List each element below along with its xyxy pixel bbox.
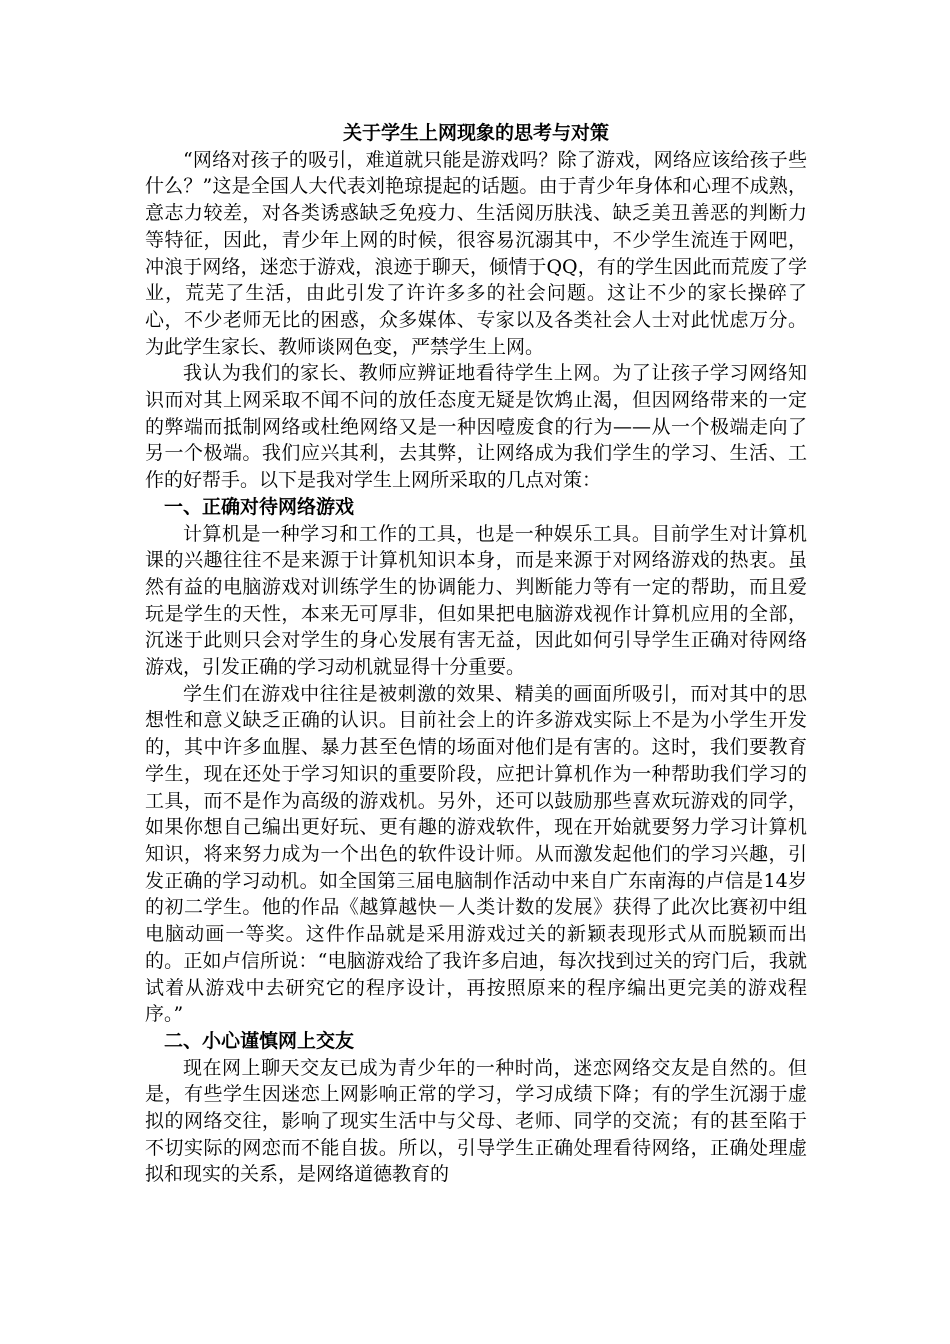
section-1-paragraph-1: 计算机是一种学习和工作的工具，也是一种娱乐工具。目前学生对计算机课的兴趣往往不是来源于计算机知识本身，而是来源于对网络游戏的热衷。虽然有益的电脑游戏对训练学生的协调能力、判断能力等有一定的帮助，而且爱玩是学生的天性，本来无可厚非，但如果把电脑游戏视作计算机应用的全部，沉迷于此则只会对学生的身心发展有害无益，因此如何引导学生正确对待网络游戏，引发正确的学习动机就显得十分重要。	[145, 522, 807, 679]
intro-paragraph-1: “网络对孩子的吸引，难道就只能是游戏吗？除了游戏，网络应该给孩子些什么？”这是全国人大代表刘艳琼提起的话题。由于青少年身体和心理不成熟，意志力较差，对各类诱惑缺乏免疫力、生活阅历肤浅、缺乏美丑善恶的判断力等特征，因此，青少年上网的时候，很容易沉溺其中，不少学生流连于网吧，冲浪于网络，迷恋于游戏，浪迹于聊天，倾情于QQ，有的学生因此而荒废了学业，荒芜了生活，由此引发了许许多多的社会问题。这让不少的家长操碎了心，不少老师无比的困惑，众多媒体、专家以及各类社会人士对此忧虑万分。为此学生家长、教师谈网色变，严禁学生上网。	[145, 148, 807, 358]
document-page	[145, 120, 807, 1188]
section-1-heading: 一、正确对待网络游戏	[164, 495, 355, 518]
intro-paragraph-2: 我认为我们的家长、教师应辨证地看待学生上网。为了让孩子学习网络知识而对其上网采取不闻不问的放任态度无疑是饮鸩止渴，但因网络带来的一定的弊端而抵制网络或杜绝网络又是一种因噎废食的行为——从一个极端走向了另一个极端。我们应兴其利，去其弊，让网络成为我们学生的学习、生活、工作的好帮手。以下是我对学生上网所采取的几点对策：	[145, 362, 807, 492]
document-title: 关于学生上网现象的思考与对策	[342, 122, 609, 144]
section-2-paragraph-1: 现在网上聊天交友已成为青少年的一种时尚，迷恋网络交友是自然的。但是，有些学生因迷恋上网影响正常的学习，学习成绩下降；有的学生沉溺于虚拟的网络交往，影响了现实生活中与父母、老师、同学的交流；有的甚至陷于不切实际的网恋而不能自拔。所以，引导学生正确处理看待网络，正确处理虚拟和现实的关系，是网络道德教育的	[145, 1056, 807, 1186]
section-1-paragraph-2: 学生们在游戏中往往是被刺激的效果、精美的画面所吸引，而对其中的思想性和意义缺乏正确的认识。目前社会上的许多游戏实际上不是为小学生开发的，其中许多血腥、暴力甚至色情的场面对他们是有害的。这时，我们要教育学生，现在还处于学习知识的重要阶段，应把计算机作为一种帮助我们学习的工具，而不是作为高级的游戏机。另外，还可以鼓励那些喜欢玩游戏的同学，如果你想自己编出更好玩、更有趣的游戏软件，现在开始就要努力学习计算机知识，将来努力成为一个出色的软件设计师。从而激发起他们的学习兴趣，引发正确的学习动机。如全国第三届电脑制作活动中来自广东南海的卢信是14岁的初二学生。他的作品《越算越快－人类计数的发展》获得了此次比赛初中组电脑动画一等奖。这件作品就是采用游戏过关的新颖表现形式从而脱颖而出的。正如卢信所说：“电脑游戏给了我许多启迪，每次找到过关的窍门后，我就试着从游戏中去研究它的程序设计，再按照原来的程序编出更完美的游戏程序。”	[145, 682, 807, 1026]
section-2-heading: 二、小心谨慎网上交友	[164, 1029, 355, 1052]
